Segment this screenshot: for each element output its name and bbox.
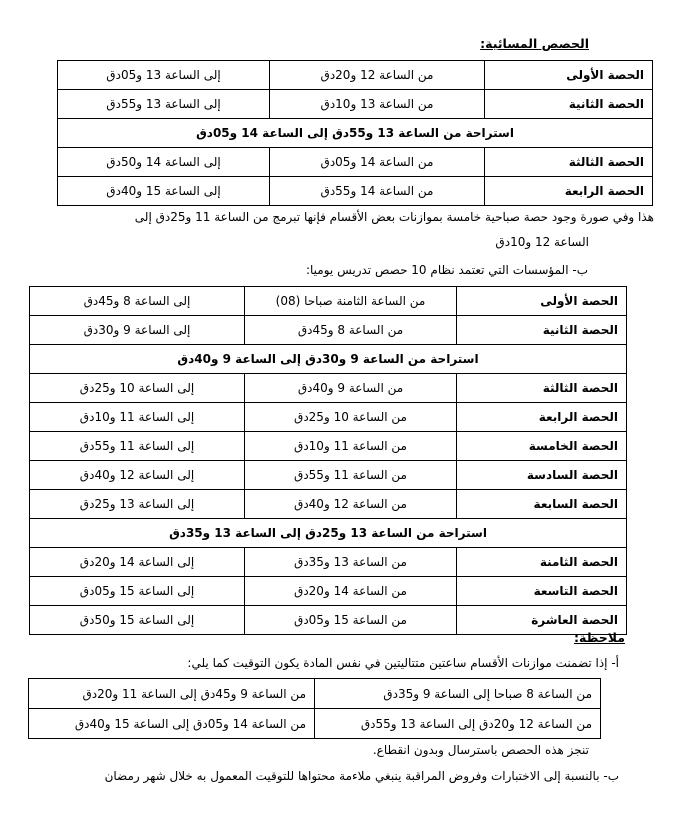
session-end: إلى الساعة 14 و20دق [30,548,245,577]
session-row [30,606,627,635]
ten-sessions-heading: ب- المؤسسات التي تعتمد نظام 10 حصص تدريس يوميا: [305,263,588,277]
session-row [30,548,627,577]
session-end: إلى الساعة 13 و25دق [30,490,245,519]
session-start: من الساعة 10 و25دق [245,403,457,432]
consecutive-hours-table [28,678,601,739]
session-name: الحصة الثانية [485,90,653,119]
session-end: إلى الساعة 12 و40دق [30,461,245,490]
break-row [58,119,653,148]
session-end: إلى الساعة 15 و40دق [58,177,270,206]
session-row [30,403,627,432]
session-name: الحصة التاسعة [457,577,627,606]
session-row [58,148,653,177]
break-row [30,345,627,374]
fifth-session-paragraph-line1: هذا وفي صورة وجود حصة صباحية خامسة بموازنات بعض الأقسام فإنها تبرمج من الساعة 11 و25دق إلى [134,210,654,224]
session-row [30,374,627,403]
time-range-cell: من الساعة 12 و20دق إلى الساعة 13 و55دق [315,709,601,739]
fifth-session-paragraph-line2: الساعة 12 و10دق [495,235,589,249]
note-b-text: ب- بالنسبة إلى الاختبارات وفروض المراقبة ينبغي ملاءمة محتواها للتوقيت المعمول به خلال شهر رمضان [104,769,619,783]
session-row [30,577,627,606]
session-start: من الساعة 8 و45دق [245,316,457,345]
evening-sessions-table [57,60,653,206]
session-end: إلى الساعة 11 و10دق [30,403,245,432]
session-end: إلى الساعة 11 و55دق [30,432,245,461]
session-name: الحصة الرابعة [485,177,653,206]
break-text: استراحة من الساعة 9 و30دق إلى الساعة 9 و40دق [30,345,627,374]
consecutive-hours-row [29,709,601,739]
break-text: استراحة من الساعة 13 و25دق إلى الساعة 13 و35دق [30,519,627,548]
session-end: إلى الساعة 10 و25دق [30,374,245,403]
session-row [30,490,627,519]
session-name: الحصة الثالثة [457,374,627,403]
session-name: الحصة الرابعة [457,403,627,432]
time-range-cell: من الساعة 14 و05دق إلى الساعة 15 و40دق [29,709,315,739]
session-start: من الساعة 9 و40دق [245,374,457,403]
session-name: الحصة الثانية [457,316,627,345]
note-a-after-text: تنجز هذه الحصص باسترسال وبدون انقطاع. [372,743,589,757]
time-range-cell: من الساعة 9 و45دق إلى الساعة 11 و20دق [29,679,315,709]
session-end: إلى الساعة 9 و30دق [30,316,245,345]
session-row [30,287,627,316]
break-text: استراحة من الساعة 13 و55دق إلى الساعة 14 و05دق [58,119,653,148]
ten-sessions-table [29,286,627,635]
session-name: الحصة الثامنة [457,548,627,577]
session-row [58,90,653,119]
session-row [30,316,627,345]
session-name: الحصة الخامسة [457,432,627,461]
session-start: من الساعة 11 و55دق [245,461,457,490]
session-end: إلى الساعة 15 و50دق [30,606,245,635]
consecutive-hours-row [29,679,601,709]
session-start: من الساعة 13 و35دق [245,548,457,577]
session-start: من الساعة 15 و05دق [245,606,457,635]
session-row [58,61,653,90]
session-row [30,432,627,461]
session-name: الحصة الأولى [485,61,653,90]
time-range-cell: من الساعة 8 صباحا إلى الساعة 9 و35دق [315,679,601,709]
session-end: إلى الساعة 13 و55دق [58,90,270,119]
session-end: إلى الساعة 14 و50دق [58,148,270,177]
session-name: الحصة السابعة [457,490,627,519]
evening-sessions-heading: الحصص المسائية: [480,36,589,51]
session-start: من الساعة 14 و20دق [245,577,457,606]
session-name: الحصة العاشرة [457,606,627,635]
session-start: من الساعة 12 و20دق [270,61,485,90]
session-end: إلى الساعة 8 و45دق [30,287,245,316]
session-start: من الساعة 12 و40دق [245,490,457,519]
session-row [30,461,627,490]
session-row [58,177,653,206]
session-name: الحصة الثالثة [485,148,653,177]
session-start: من الساعة 13 و10دق [270,90,485,119]
session-end: إلى الساعة 13 و05دق [58,61,270,90]
session-start: من الساعة 11 و10دق [245,432,457,461]
session-end: إلى الساعة 15 و05دق [30,577,245,606]
session-start: من الساعة 14 و55دق [270,177,485,206]
break-row [30,519,627,548]
session-start: من الساعة الثامنة صباحا (08) [245,287,457,316]
session-name: الحصة السادسة [457,461,627,490]
session-name: الحصة الأولى [457,287,627,316]
note-heading: ملاحظة: [574,630,625,645]
session-start: من الساعة 14 و05دق [270,148,485,177]
note-a-text: أ- إذا تضمنت موازنات الأقسام ساعتين متتاليتين في نفس المادة يكون التوقيت كما يلي: [187,656,619,670]
